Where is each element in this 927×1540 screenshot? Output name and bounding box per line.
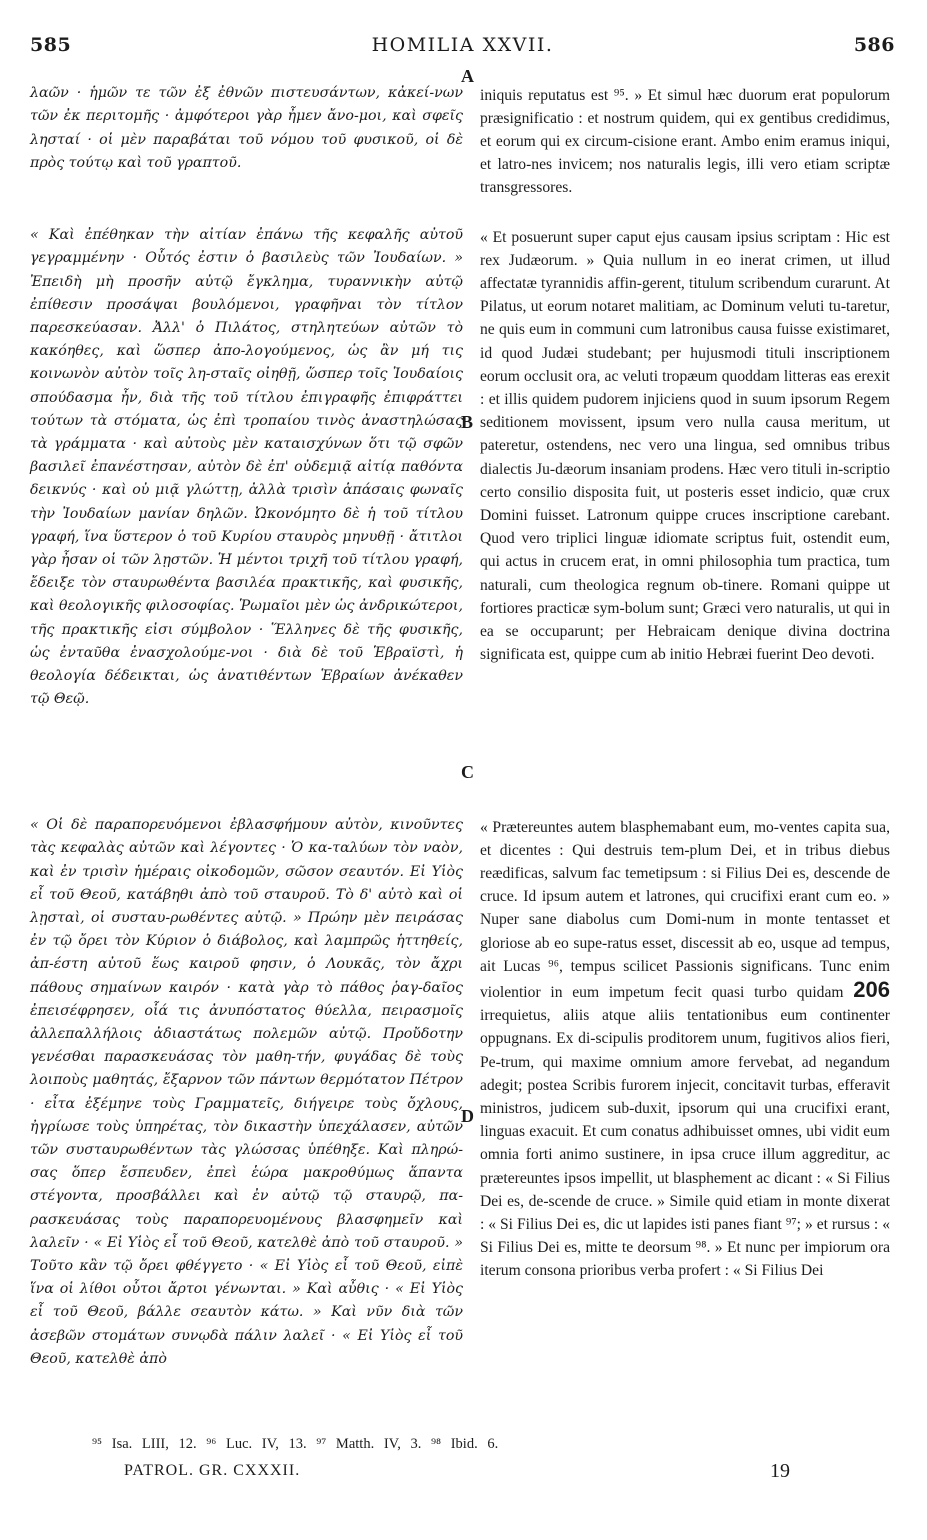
margin-marker-d: D [461,1106,474,1126]
page-header [30,34,895,62]
greek-text: « Οἱ δὲ παραπορευόμενοι ἐβλασφήμουν αὐτὸν, κινοῦντες τὰς κεφαλὰς αὐτῶν καὶ λέγοντες · Ὁ κα-ταλύων τὸν ναὸν, καὶ ἐν τρισὶν ἡμέραις οἰκοδομῶν, σῶσον σεαυτόν. Εἰ Υἱὸς εἶ τοῦ Θεοῦ, κατάβηθι ἀπὸ τοῦ σταυροῦ. Τὸ δ' αὐτὸ καὶ οἱ λῃσταὶ, οἱ συσταυ-ρωθέντες αὐτῷ. » Πρώην μὲν πειράσας ἐν τῷ ὄρει τὸν Κύριον ὁ διάβολος, καὶ λαμπρῶς ἡττηθείς, ἀπ-έστη αὐτοῦ ἕως καιροῦ φησιν, ὁ Λουκᾶς, τὸν ἄχρι πάθους σημαίνων καιρόν · κατὰ γὰρ τὸ πάθος ῥαγ-δαῖος ἐπεισέφρησεν, οἷά τις ἀνυπόστατος θύελλα, πειρασμοῖς ἀλλεπαλλήλοις ἀδιαστάτως πολεμῶν αὐτῷ. Προὔδοτην γενέσθαι παρασκευάσας τὸν μαθη-τήν, φυγάδας δὲ τοὺς λοιποὺς μαθητάς, ἔξαρνον τῶν πάντων θερμότατον Πέτρον · εἶτα ἐξέμηνε τοὺς Γραμματεῖς, διήγειρε τοὺς ὄχλους, ἠγρίωσε τοὺς ὑπηρέτας, τὸν δικαστὴν ὑπεχάλασεν, αὐτῶν τῶν συσταυρωθέντων τὰς γλώσσας ὑπέθηξε. Καὶ πληρώ-σας ὅπερ ἔσπευδεν, ἐπεὶ ἑώρα μακροθύμως ἅπαντα στέγοντα, προσβάλλει καὶ ἐν αὐτῷ τῷ σταυρῷ, πα-ρασκευάσας τοὺς παραπορευομένους βλασφημεῖν καὶ λαλεῖν · « Εἰ Υἱὸς εἶ τοῦ Θεοῦ, κατελθὲ ἀπὸ τοῦ σταυροῦ. » Τοῦτο κἂν τῷ ὄρει φθέγγετο · « Εἰ Υἱὸς εἶ τοῦ Θεοῦ, εἰπὲ ἵνα οἱ λίθοι οὗτοι ἄρτοι γένωνται. » Καὶ αὖθις · « Εἰ Υἱὸς εἶ τοῦ Θεοῦ, βάλλε σεαυτὸν κάτω. » Καὶ νῦν διὰ τῶν ἀσεβῶν στομάτων συνῳδὰ πάλιν λαλεῖ · « Εἰ Υἱὸς εἶ τοῦ Θεοῦ, κατελθὲ ἀπὸ [30,817,463,1367]
latin-text: irrequietus, aliis atque aliis tentationibus eum continenter oppugnans. Ex di-scipulis proditorem unum, fugitivos alios fieri, Pe-trum, qui maxime omnium amore fervebat, ad negandum adegit; postea Scribis furorem injecit, concitavit turbas, efferavit ministros, judicem sub-duxit, ipsorum qui una crucifixi erant, linguas exacuit. Et cum conatus adhibuisset omnes, ubi vidit eum omnia forti animo sustinere, in ipsa cruce illum aggreditur, ac prætereuntes ipsos impellit, ut blasphement ac dicant : « Si Filius Dei es, de-scende de cruce. » Simile quid etiam in monte dixerat : « Si Filius Dei es, dic ut lapides isti panes fiant ⁹⁷; » et rursus : « Si Filius Dei es, mitte te deorsum ⁹⁸. » Et nunc per impiorum ora iterum consona prioribus verba profert : « Si Filius Dei [480,1007,890,1280]
latin-paragraph-2 [480,210,890,770]
latin-text: « Et posuerunt super caput ejus causam ipsius scriptam : Hic est rex Judæorum. » Quia nullum in eo inerat crimen, ut illud affectatæ tyrannidis affin-gerent, titulum scribendum curarunt. At Pilatus, ut eorum notaret malitiam, ac Dominum veluti tu-taretur, ne quis eum in communi cum latronibus causa fuisse existimaret, id quod Judæi studebant; per hujusmodi tituli inscriptionem eorum occlusit ora, ac veluti tropæum quoddam litteras eas erexit : et illis quidem pudorem injiciens quod in suum ipsorum Regem seditionem movissent, ipsum vero nulla causa meritum, ut pateretur, ostendens, nec vero una lingua, sed omnibus tribus dialectis Ju-dæorum insaniam prodens. Hæc vero tituli in-scriptio certo consilio disposita fuit, ut posteris esset indicio, quæ crux Domini fuisset. Latronum quippe cruces inscriptione carebant. Quod vero triplici linguæ idiomate scriptus fuit, ostendit eum, qui actus in crucem erat, in omni philosophia tum practica, tum naturali, cum theologica regnum ob-tinere. Romani quippe ut fortiores practicæ sym-bolum sunt; Græci vero naturalis, ut qui in ea se occuparunt; per Hebraicam denique divina doctrina significata est, quippe cum ab initio Hebræi fuerint Deo devoti. [480,228,890,664]
running-title: HOMILIA XXVII. [371,34,554,56]
column-number: 206 [853,977,890,1003]
latin-text-block [480,816,890,1283]
page-number-right: 586 [853,34,895,56]
latin-paragraph-1 [480,68,890,208]
greek-text: λαῶν · ἡμῶν τε τῶν ἐξ ἐθνῶν πιστευσάντων, κἀκεί-νων τῶν ἐκ περιτομῆς · ἀμφότεροι γὰρ ἦμεν ἄνο-μοι, καὶ σφεῖς λησταί · οἱ μὲν παραβάται τοῦ νόμου τοῦ φυσικοῦ, οἱ δὲ πρὸς τούτῳ καὶ τοῦ γραπτοῦ. [30,85,463,171]
margin-marker-c: C [461,762,474,782]
margin-marker-b: B [461,412,474,432]
latin-paragraph-3 [480,800,890,1420]
series-signature: PATROL. GR. CXXXII. [124,1462,301,1479]
footnotes: ⁹⁵ Isa. LIII, 12. ⁹⁶ Luc. IV, 13. ⁹⁷ Matth. IV, 3. ⁹⁸ Ibid. 6. [92,1436,499,1452]
page-number-left: 585 [30,34,72,56]
latin-text: « Prætereuntes autem blasphemabant eum, mo-ventes capita sua, et dicentes : Qui destruis tem-plum Dei, et in tribus diebus reædificas, salvum fac temetipsum : si Filius Dei es, descende de cruce. Id ipsum autem et latrones, qui crucifixi erant cum eo. » Nuper sane diabolus cum Domi-num in monte tentasset et gloriose ab eo supe-ratus esset, discessit ab eo, usque ad tempus, ait Lucas ⁹⁶, tempus scilicet Passionis significans. Tunc enim violentior in eum impetum fecit quasi turbo quidam [480,818,890,1002]
greek-paragraph-2 [30,210,463,750]
latin-text: iniquis reputatus est ⁹⁵. » Et simul hæc duorum erat populorum præsignificatio : et nostrum quidem, qui ex gentibus credidimus, et eorum qui ex circum-cisione erant. Ambo enim eramus iniqui, et latro-nes invicem; nos naturalis legis, illi vero etiam scriptæ transgressores. [480,86,890,197]
greek-paragraph-1 [30,68,463,171]
signature-number: 19 [770,1460,790,1482]
margin-marker-a: A [461,66,474,86]
greek-text: « Καὶ ἐπέθηκαν τὴν αἰτίαν ἐπάνω τῆς κεφαλῆς αὐτοῦ γεγραμμένην · Οὗτός ἐστιν ὁ βασιλεὺς τῶν Ἰουδαίων. » Ἐπειδὴ μὴ προσῆν αὐτῷ ἔγκλημα, τυραννικὴν αὐτῷ ἐπίθεσιν προσάψαι βουλόμενοι, γραφῆναι τὸν τίτλον παρεσκεύασαν. Ἀλλ' ὁ Πιλάτος, στηλητεύων αὐτῶν τὸ κακόηθες, καὶ ὥσπερ ἀπο-λογούμενος, ὡς ἂν μή τις κοινωνὸν αὐτὸν τοῖς λη-σταῖς οἰηθῇ, ὥσπερ τοῖς Ἰουδαίοις σπούδασμα ἦν, διὰ τῆς τοῦ τίτλου ἐπιγραφῆς ἐπιφράττει τούτων τὰ στόματα, ὡς ἐπὶ τροπαίου τινὸς ἀναστηλώσας τὰ γράμματα · καὶ αὐτοὺς μὲν καταισχύνων ὅτι τῷ σφῶν βασιλεῖ ἐπανέστησαν, αὐτὸν δὲ ἐπ' οὐδεμιᾷ αἰτίᾳ παθόντα δεικνύς · καὶ οὐ μιᾷ γλώττῃ, ἀλλὰ τρισὶν ἁπάσαις φωναῖς τὴν Ἰουδαίων μανίαν δηλῶν. Ὠκονόμητο δὲ ἡ τοῦ τίτλου γραφή, ἵνα ὕστερον ὁ τοῦ Κυρίου σταυρὸς μηνυθῇ · ἄτιτλοι γὰρ ἦσαν οἱ τῶν λῃστῶν. Ἡ μέντοι τριχῆ τοῦ τίτλου γραφή, ἔδειξε τὸν σταυρωθέντα βασιλέα πρακτικῆς, καὶ φυσικῆς, καὶ θεολογικῆς φιλοσοφίας. Ῥωμαῖοι μὲν ὡς ἀνδρικώτεροι, τῆς πρακτικῆς εἰσι σύμβολον · Ἕλληνες δὲ τῆς φυσικῆς, ὡς ἐνταῦθα ἐνασχολούμε-νοι · διὰ δὲ τοῦ Ἑβραϊστὶ, ἡ θεολογία δέδεικται, ὡς ἀνατιθέντων Ἑβραίων ἀνέκαθεν τῷ Θεῷ. [30,227,463,708]
greek-paragraph-3 [30,800,463,1420]
